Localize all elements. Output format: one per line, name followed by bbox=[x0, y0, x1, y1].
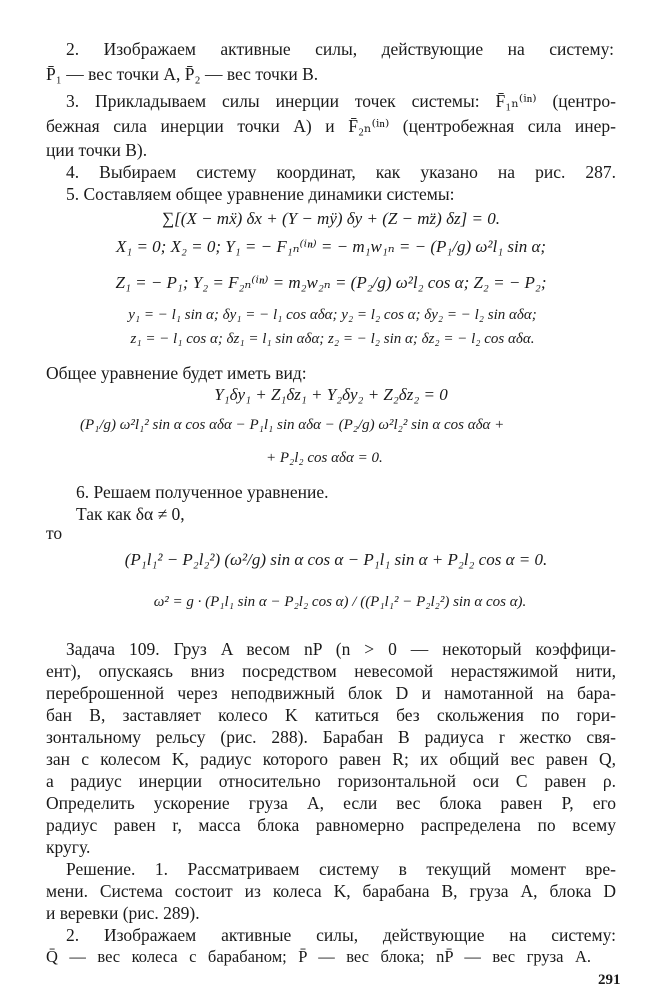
text-line: Решение. 1. Рассматриваем систему в текущий момент вре- bbox=[66, 859, 616, 879]
page-number: 291 bbox=[598, 972, 621, 988]
text-line: и веревки (рис. 289). bbox=[46, 903, 200, 923]
equation: ∑[(X − mẍ) δx + (Y − mÿ) δy + (Z − mz̈) δz] = 0. bbox=[162, 209, 500, 228]
equation: y₁ = − l₁ sin α; δy₁ = − l₁ cos αδα; y₂ = l₂ cos α; δy₂ = − l₂ sin αδα; bbox=[128, 307, 537, 323]
text-line: 4. Выбираем систему координат, как указано на рис. 287. bbox=[66, 162, 616, 182]
equation: ω² = g · (P₁l₁ sin α − P₂l₂ cos α) / ((P₁l₁² − P₂l₂²) sin α cos α). bbox=[153, 594, 527, 610]
text-line: 6. Решаем полученное уравнение. bbox=[76, 482, 329, 502]
text-line: зонтальному рельсу (рис. 288). Барабан B радиуса r жестко свя- bbox=[46, 727, 616, 747]
text-line: радиус равен r, масса блока равномерно распределена по всему bbox=[46, 815, 616, 835]
text-line: зан с колесом K, радиус которого равен R; их общий вес равен Q, bbox=[46, 749, 616, 769]
text-line: P̄₁ — вес точки A, P̄₂ — вес точки B. bbox=[46, 64, 319, 84]
text-line: Так как δα ≠ 0, bbox=[76, 504, 185, 524]
text-line: Задача 109. Груз A весом nP (n > 0 — некоторый коэффици- bbox=[66, 639, 616, 659]
equation: Y₁δy₁ + Z₁δz₁ + Y₂δy₂ + Z₂δz₂ = 0 bbox=[214, 385, 448, 404]
text-line: 3. Прикладываем силы инерции точек системы: F̄₁ₙ⁽ⁱⁿ⁾ (центро- bbox=[66, 91, 616, 111]
equation: Z₁ = − P₁; Y₂ = F₂ₙ⁽ⁱⁿ⁾ = m₂w₂ₙ = (P₂/g) ω²l₂ cos α; Z₂ = − P₂; bbox=[115, 273, 547, 292]
equation: (P₁l₁² − P₂l₂²) (ω²/g) sin α cos α − P₁l₁ sin α + P₂l₂ cos α = 0. bbox=[124, 550, 548, 569]
equation: (P₁/g) ω²l₁² sin α cos αδα − P₁l₁ sin αδα − (P₂/g) ω²l₂² sin α cos αδα + bbox=[80, 417, 505, 433]
text-line: 2. Изображаем активные силы, действующие на систему: bbox=[66, 39, 614, 59]
text-line: мени. Система состоит из колеса K, барабана B, груза A, блока D bbox=[46, 881, 616, 901]
text-line: а радиус инерции относительно горизонтальной оси C равен ρ. bbox=[46, 771, 616, 791]
equation: z₁ = − l₁ cos α; δz₁ = l₁ sin αδα; z₂ = − l₂ sin α; δz₂ = − l₂ cos αδα. bbox=[130, 331, 535, 347]
text-line: 2. Изображаем активные силы, действующие на систему: bbox=[66, 925, 616, 945]
text-line: переброшенной через неподвижный блок D и намотанной на бара- bbox=[46, 683, 616, 703]
equation: X₁ = 0; X₂ = 0; Y₁ = − F₁ₙ⁽ⁱⁿ⁾ = − m₁w₁ₙ = − (P₁/g) ω²l₁ sin α; bbox=[115, 237, 547, 256]
text-line: Общее уравнение будет иметь вид: bbox=[46, 363, 307, 383]
text-line: бежная сила инерции точки A) и F̄₂ₙ⁽ⁱⁿ⁾ (центробежная сила инер- bbox=[46, 116, 616, 136]
text-line: то bbox=[46, 523, 63, 543]
text-line: Определить ускорение груза A, если вес блока равен P, его bbox=[46, 793, 616, 813]
text-line: 5. Составляем общее уравнение динамики системы: bbox=[66, 184, 455, 204]
text-line: кругу. bbox=[46, 837, 91, 857]
text-line: бан B, заставляет колесо K катиться без скольжения по гори- bbox=[46, 705, 616, 725]
text-line: ент), опускаясь вниз посредством невесомой нерастяжимой нити, bbox=[46, 661, 616, 681]
text-line: Q̄ — вес колеса с барабаном; P̄ — вес блока; nP̄ — вес груза A. bbox=[46, 947, 591, 966]
text-line: ции точки B). bbox=[46, 140, 148, 160]
equation: + P₂l₂ cos αδα = 0. bbox=[266, 450, 383, 466]
